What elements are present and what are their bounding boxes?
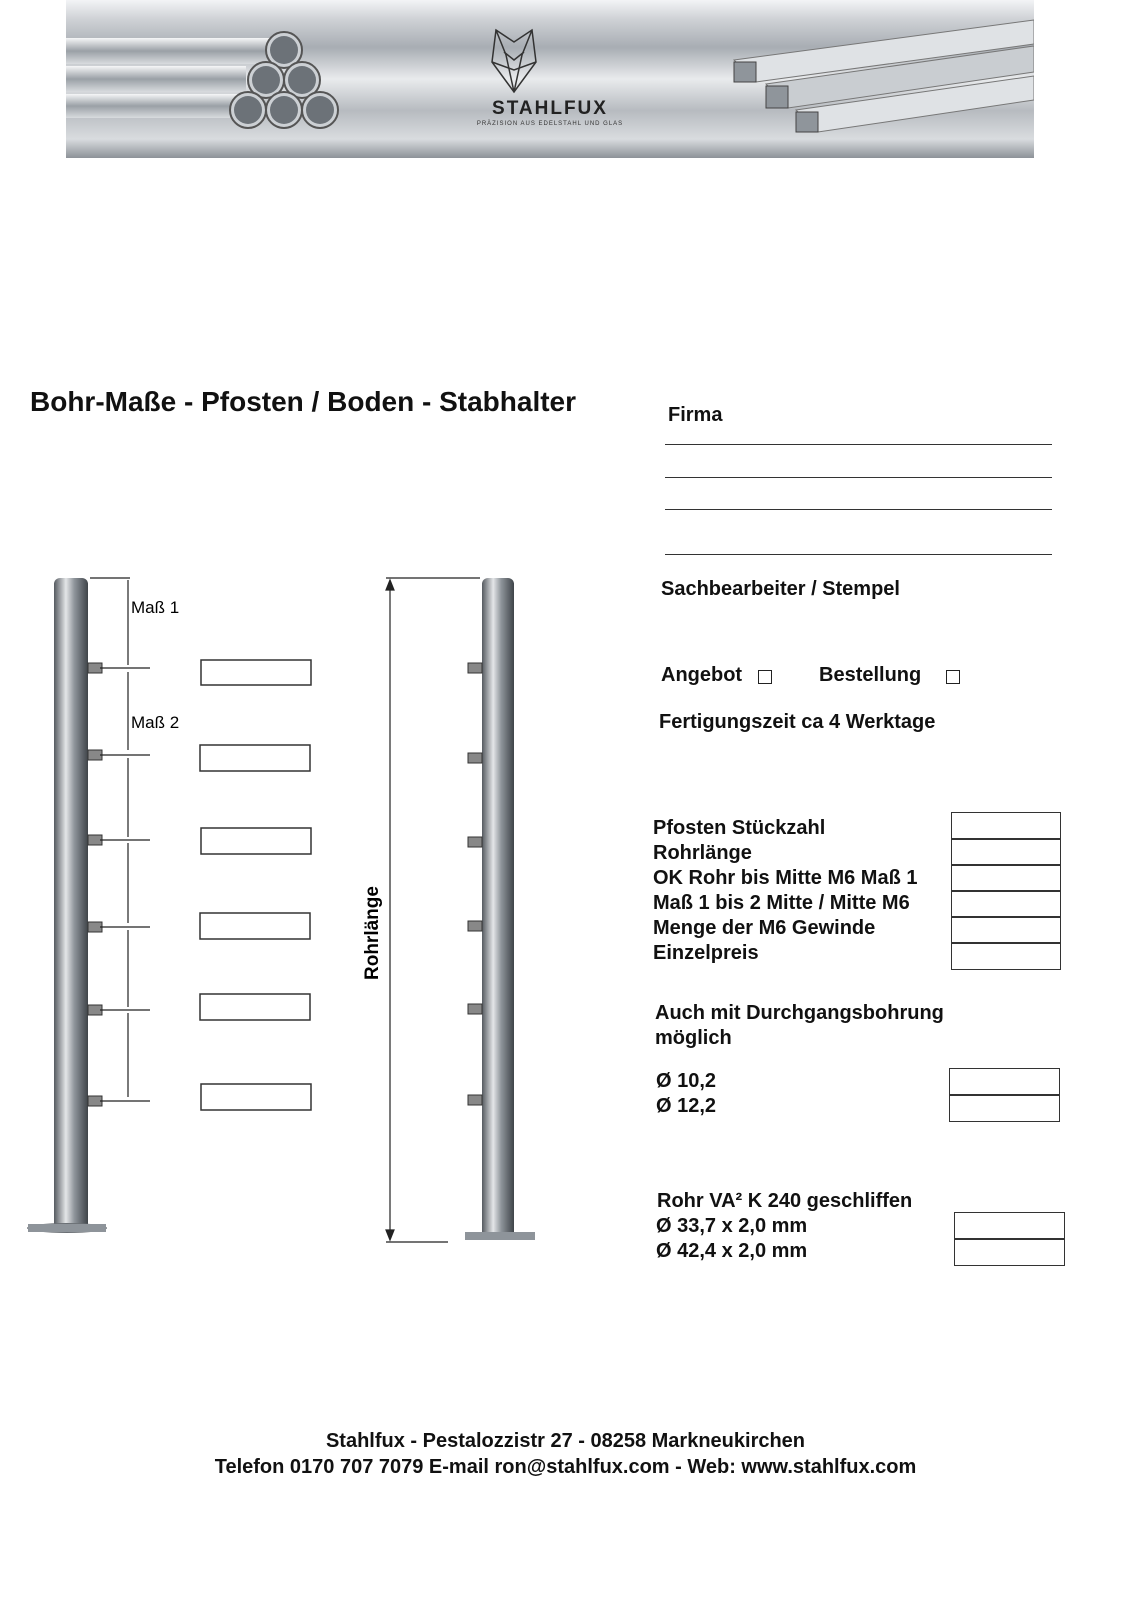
row-label-stueckzahl: Pfosten Stückzahl bbox=[653, 817, 826, 839]
diagram-box-1[interactable] bbox=[201, 660, 311, 685]
sachbearbeiter-label: Sachbearbeiter / Stempel bbox=[661, 578, 900, 600]
durchgang-heading: Auch mit Durchgangsbohrung bbox=[655, 1002, 944, 1024]
fertigungszeit-text: Fertigungszeit ca 4 Werktage bbox=[659, 711, 936, 733]
angebot-checkbox[interactable] bbox=[758, 670, 772, 684]
row-label-mass2: Maß 1 bis 2 Mitte / Mitte M6 bbox=[653, 892, 910, 914]
angebot-label: Angebot bbox=[661, 664, 743, 686]
firma-line-3[interactable] bbox=[665, 509, 1052, 510]
fox-logo-icon bbox=[492, 30, 536, 92]
diagram-box-2[interactable] bbox=[200, 745, 310, 771]
input-rohr-33[interactable] bbox=[954, 1212, 1065, 1239]
input-12-2[interactable] bbox=[949, 1095, 1060, 1122]
diagram-box-5[interactable] bbox=[200, 994, 310, 1020]
diagram-box-6[interactable] bbox=[201, 1084, 311, 1110]
input-mass1[interactable] bbox=[951, 865, 1061, 891]
rohr-option-33: Ø 33,7 x 2,0 mm bbox=[656, 1215, 808, 1237]
durchgang-heading-2: möglich bbox=[655, 1027, 732, 1049]
right-post bbox=[465, 578, 535, 1240]
bestellung-label: Bestellung bbox=[819, 664, 922, 686]
footer-contact: Telefon 0170 707 7079 E-mail ron@stahlfux.com - Web: www.stahlfux.com bbox=[214, 1456, 917, 1478]
input-rohr-42[interactable] bbox=[954, 1239, 1065, 1266]
firma-line-2[interactable] bbox=[665, 477, 1052, 478]
header-banner bbox=[66, 0, 1034, 158]
input-10-2[interactable] bbox=[949, 1068, 1060, 1095]
row-label-mass1: OK Rohr bis Mitte M6 Maß 1 bbox=[653, 867, 918, 889]
input-mass2[interactable] bbox=[951, 891, 1061, 917]
input-einzelpreis[interactable] bbox=[951, 943, 1061, 970]
firma-line-4[interactable] bbox=[665, 554, 1052, 555]
mass2-label: Maß 2 bbox=[131, 713, 180, 732]
brand-name: STAHLFUX bbox=[492, 98, 608, 119]
diagram-box-4[interactable] bbox=[200, 913, 310, 939]
option-12-2: Ø 12,2 bbox=[656, 1095, 717, 1117]
post-diagram bbox=[0, 560, 640, 1260]
tubes-illustration bbox=[66, 0, 1034, 158]
firma-line-1[interactable] bbox=[665, 444, 1052, 445]
mass1-label: Maß 1 bbox=[131, 598, 180, 617]
option-10-2: Ø 10,2 bbox=[656, 1070, 717, 1092]
left-holders bbox=[88, 663, 102, 1106]
row-label-rohrlaenge: Rohrlänge bbox=[653, 842, 752, 864]
firma-label: Firma bbox=[668, 404, 723, 426]
brand-tagline: PRÄZISION AUS EDELSTAHL UND GLAS bbox=[476, 121, 624, 127]
left-post bbox=[27, 578, 107, 1233]
input-stueckzahl[interactable] bbox=[951, 812, 1061, 839]
right-holders bbox=[468, 663, 482, 1105]
page-title: Bohr-Maße - Pfosten / Boden - Stabhalter bbox=[30, 386, 577, 417]
input-gewinde[interactable] bbox=[951, 917, 1061, 943]
rohr-option-42: Ø 42,4 x 2,0 mm bbox=[656, 1240, 808, 1262]
footer-address: Stahlfux - Pestalozzistr 27 - 08258 Markneukirchen bbox=[325, 1430, 806, 1452]
row-label-gewinde: Menge der M6 Gewinde bbox=[653, 917, 876, 939]
rohrlaenge-label: Rohrlänge bbox=[362, 886, 383, 980]
bestellung-checkbox[interactable] bbox=[946, 670, 960, 684]
diagram-box-3[interactable] bbox=[201, 828, 311, 854]
input-rohrlaenge[interactable] bbox=[951, 839, 1061, 865]
row-label-einzelpreis: Einzelpreis bbox=[653, 942, 759, 964]
rohr-heading: Rohr VA² K 240 geschliffen bbox=[657, 1190, 913, 1212]
